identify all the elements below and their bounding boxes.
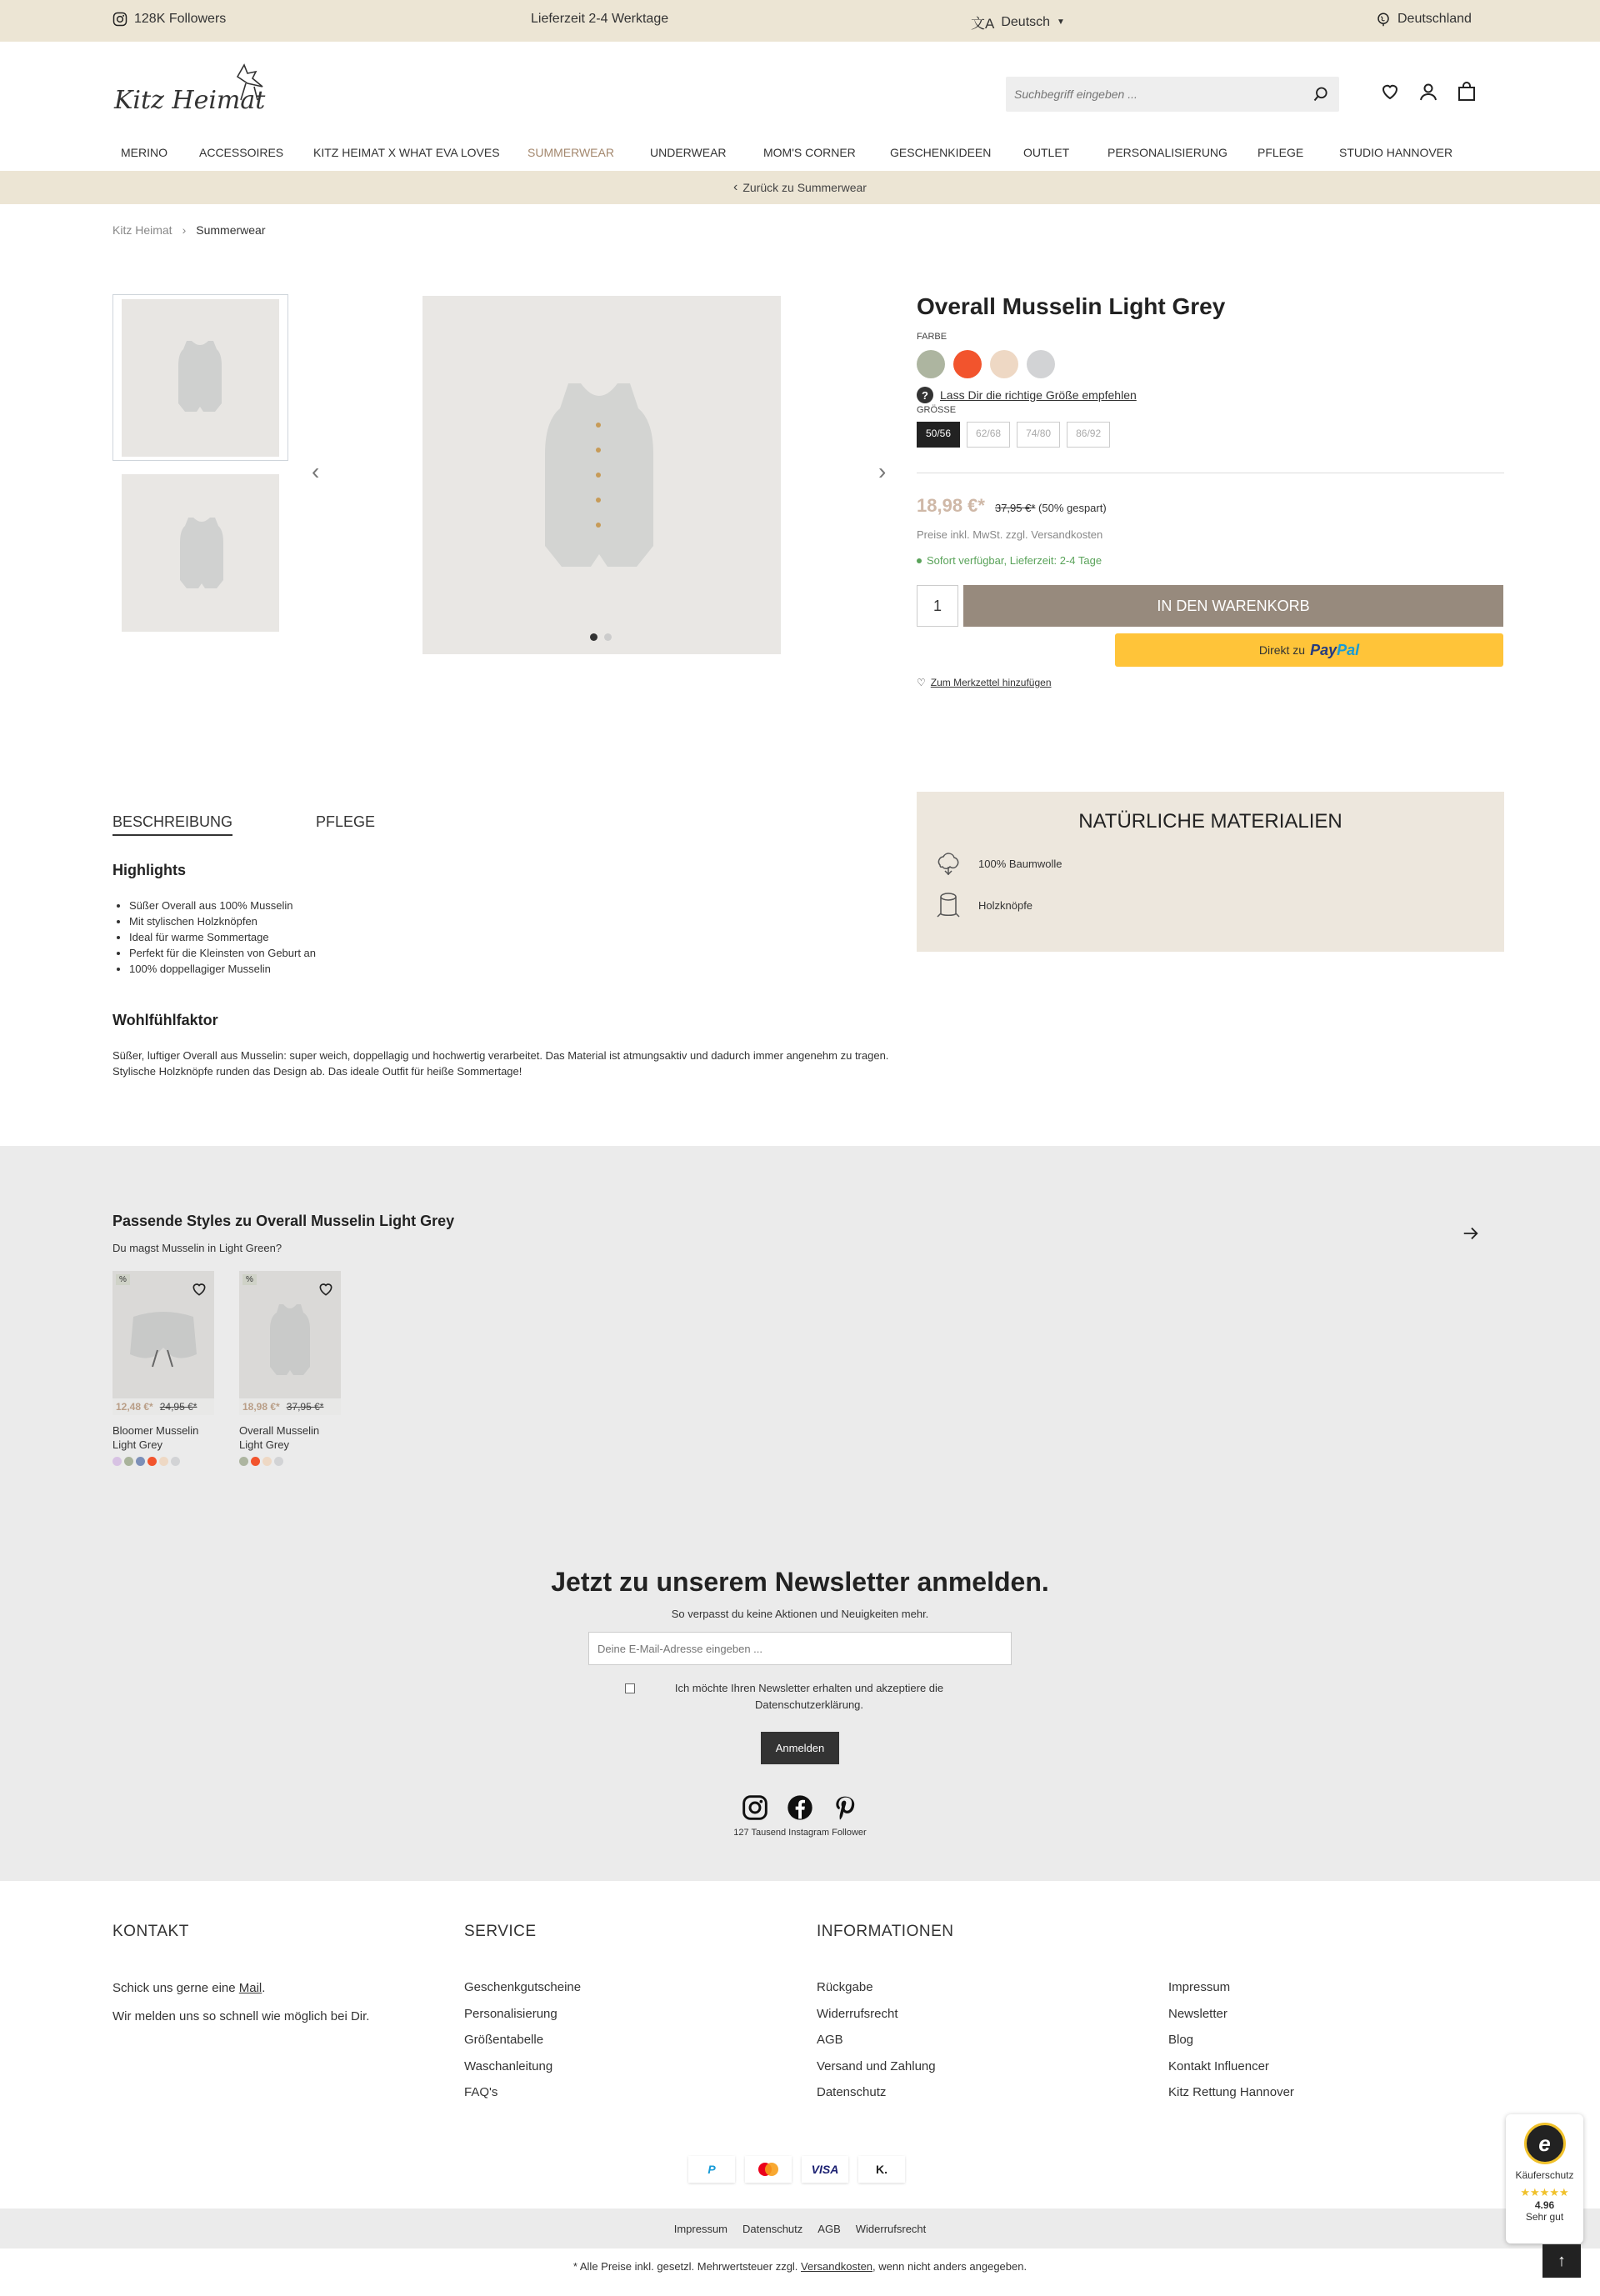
trust-rating: Sehr gut (1525, 2211, 1564, 2223)
swatch[interactable] (239, 1457, 248, 1466)
swatch[interactable] (251, 1457, 260, 1466)
legal-link[interactable]: Datenschutz (742, 2222, 803, 2235)
nav-item-accessoires[interactable]: ACCESSOIRES (199, 146, 284, 159)
swatch[interactable] (148, 1457, 157, 1466)
tab-pflege[interactable]: PFLEGE (316, 813, 376, 830)
nav-item-what-eva-loves[interactable]: KITZ HEIMAT X WHAT EVA LOVES (313, 146, 500, 159)
footer-link[interactable]: Newsletter (1168, 2006, 1228, 2021)
list-item: • Mit stylischen Holzknöpfen (129, 913, 892, 929)
language-label: Deutsch (1001, 14, 1051, 29)
stock-status (917, 554, 1504, 567)
caret-down-icon: ▼ (1057, 18, 1065, 27)
legal-link[interactable]: AGB (818, 2222, 841, 2235)
footer-link[interactable]: FAQ's (464, 2085, 498, 2099)
globe-icon (1376, 12, 1391, 27)
header-actions (1380, 82, 1477, 102)
price-note: * Alle Preise inkl. gesetzl. Mehrwertsteuer zzgl. Versandkosten, wenn nicht anders angegeben. (572, 2260, 1028, 2273)
search-box (1006, 77, 1339, 112)
country-select[interactable] (1376, 12, 1472, 27)
swatch[interactable] (274, 1457, 283, 1466)
materials-box (917, 792, 1504, 952)
consent-text: Ich möchte Ihren Newsletter erhalten und akzeptiere die Datenschutzerklärung. (674, 1682, 944, 1711)
trust-label: Käuferschutz (1515, 2169, 1574, 2181)
tab-beschreibung[interactable]: BESCHREIBUNG (112, 813, 232, 836)
cotton-icon (933, 848, 963, 878)
nav-item-geschenkideen[interactable]: GESCHENKIDEEN (890, 146, 992, 159)
paypal-pay-icon: P (688, 2156, 735, 2183)
footer-link[interactable]: Datenschutz (817, 2085, 887, 2099)
nav-item-merino[interactable]: MERINO (121, 146, 168, 159)
trusted-shops-badge[interactable] (1506, 2114, 1583, 2243)
reco-title: Passende Styles zu Overall Musselin Light Grey (112, 1213, 455, 1229)
gallery-next-arrow[interactable]: › (878, 458, 887, 484)
mail-link[interactable]: Mail (238, 1981, 262, 1995)
back-link-label: Zurück zu Summerwear (742, 181, 867, 194)
feel-title: Wohlfühlfaktor (112, 1012, 218, 1028)
paypal-prefix: Direkt zu (1258, 643, 1306, 657)
product-tabs (112, 813, 375, 836)
search-icon[interactable] (1312, 86, 1329, 103)
wishlist-text: Zum Merkzettel hinzufügen (930, 677, 1052, 688)
footer-link[interactable]: Waschanleitung (464, 2058, 553, 2073)
footer-kontakt-title: KONTAKT (112, 1923, 189, 1940)
legal-link[interactable]: Widerrufsrecht (855, 2222, 927, 2235)
gallery-dot-2[interactable] (604, 633, 612, 641)
color-swatch-grey[interactable] (1027, 350, 1055, 378)
original-price: 37,95 €* (994, 502, 1036, 514)
card-price: 18,98 €* 37,95 €* (239, 1398, 341, 1415)
size-advisor-text[interactable]: Lass Dir die richtige Größe empfehlen (940, 388, 1137, 402)
product-info (917, 293, 1504, 688)
footer-link[interactable]: Rückgabe (817, 1980, 873, 1994)
country-label: Deutschland (1398, 12, 1472, 26)
newsletter-email-input[interactable] (588, 1632, 1012, 1665)
buy-row (917, 585, 1504, 627)
newsletter-section (0, 1567, 1600, 1838)
quantity-input[interactable]: 1 (917, 585, 958, 627)
social-links (0, 1794, 1600, 1821)
pinterest-icon[interactable] (832, 1794, 858, 1821)
account-icon[interactable] (1418, 82, 1438, 102)
card-swatches (112, 1457, 214, 1466)
color-swatch-orange[interactable] (953, 350, 982, 378)
footer-link[interactable]: Größentabelle (464, 2033, 544, 2047)
footer-kontakt (112, 1923, 369, 2031)
swatch[interactable] (136, 1457, 145, 1466)
nav-item-moms-corner[interactable]: MOM'S CORNER (763, 146, 856, 159)
discount-badge: % (242, 1274, 257, 1285)
trust-score: 4.96 (1534, 2199, 1555, 2211)
language-select[interactable] (971, 12, 1065, 33)
logo-text: Kitz Heimat (114, 86, 266, 115)
top-bar (0, 0, 1600, 42)
footer-link[interactable]: Blog (1168, 2033, 1194, 2047)
footer-info-title: INFORMATIONEN (817, 1923, 954, 1940)
paypal-button[interactable] (1115, 633, 1503, 667)
thumbnail-back[interactable] (112, 471, 288, 633)
material-wood-label: Holzknöpfe (978, 898, 1033, 912)
nav-item-underwear[interactable]: UNDERWEAR (650, 146, 727, 159)
facebook-icon[interactable] (787, 1794, 813, 1821)
stock-dot-icon (917, 558, 922, 563)
card-name[interactable]: Overall Musselin Light Grey (239, 1424, 320, 1451)
card-price: 12,48 €* 24,95 €* (112, 1398, 214, 1415)
footer-informationen (817, 1923, 953, 2106)
footer-link[interactable]: Impressum (1168, 1980, 1231, 1994)
footer-service-title: SERVICE (464, 1923, 537, 1940)
product-main-image (422, 296, 781, 654)
chevron-left-icon: ‹ (733, 180, 738, 194)
mastercard-icon (745, 2156, 792, 2183)
site-header (0, 42, 1600, 171)
size-advisor-link[interactable] (917, 387, 1504, 403)
product-card-image[interactable] (239, 1271, 341, 1415)
material-wood (933, 890, 1032, 920)
legal-link[interactable]: Impressum (673, 2222, 728, 2235)
wishlist-link[interactable] (917, 677, 1504, 688)
social-caption: 127 Tausend Instagram Follower (733, 1828, 867, 1838)
newsletter-submit-button[interactable]: Anmelden (761, 1732, 840, 1764)
wood-stump-icon (933, 890, 963, 920)
saving-text: (50% gespart) (1038, 502, 1107, 514)
color-swatch-beige[interactable] (990, 350, 1018, 378)
reco-subtitle: Du magst Musselin in Light Green? (112, 1242, 282, 1254)
thumbnail-front[interactable] (112, 294, 288, 461)
size-option-62-68[interactable]: 62/68 (967, 422, 1010, 448)
tax-note: Preise inkl. MwSt. zzgl. Versandkosten (917, 528, 1103, 541)
instagram-followers-link[interactable] (112, 12, 226, 27)
instagram-icon[interactable] (742, 1794, 768, 1821)
consent-checkbox[interactable] (625, 1683, 635, 1693)
payment-methods (688, 2156, 905, 2183)
description (112, 862, 892, 1079)
swatch[interactable] (171, 1457, 180, 1466)
trusted-shops-seal-icon: e (1524, 2123, 1566, 2164)
list-item: • Süßer Overall aus 100% Musselin (129, 898, 892, 913)
main-nav (112, 146, 1452, 159)
visa-icon: VISA (802, 2156, 848, 2183)
back-link[interactable] (0, 171, 1600, 204)
delivery-info: Lieferzeit 2-4 Werktage (531, 12, 669, 26)
size-option-50-56[interactable]: 50/56 (917, 422, 960, 448)
search-input[interactable] (1006, 77, 1289, 112)
newsletter-title: Jetzt zu unserem Newsletter anmelden. (551, 1567, 1049, 1597)
chevron-right-icon: › (182, 223, 187, 237)
product-card[interactable] (112, 1271, 214, 1466)
footer-link[interactable]: Widerrufsrecht (817, 2006, 898, 2021)
materials-title: NATÜRLICHE MATERIALIEN (1078, 810, 1342, 833)
footer-link[interactable]: Geschenkgutscheine (464, 1980, 582, 1994)
paypal-logo: PayPal (1310, 641, 1360, 658)
gallery-dots (590, 633, 612, 641)
heart-icon[interactable] (191, 1281, 208, 1298)
shipping-cost-link[interactable]: Versandkosten (801, 2260, 873, 2273)
material-cotton-label: 100% Baumwolle (978, 857, 1062, 870)
color-swatch-green[interactable] (917, 350, 945, 378)
nav-item-outlet[interactable]: OUTLET (1023, 146, 1070, 159)
breadcrumb (112, 223, 266, 237)
nav-item-pflege[interactable]: PFLEGE (1258, 146, 1304, 159)
gallery-dot-1[interactable] (590, 633, 598, 641)
arrow-right-icon[interactable] (1462, 1224, 1480, 1243)
feel-text: Süßer, luftiger Overall aus Musselin: super weich, doppellagig und hochwertig verarbeitet. Das Material ist atmungsaktiv und dadurch immer angenehm zu tragen. Stylische Holzknöpfe runden das Design ab. Das ideale Outfit für heiße Sommertage! (112, 1049, 889, 1078)
followers-text: 128K Followers (134, 12, 227, 26)
newsletter-consent (625, 1680, 975, 1713)
footer-link[interactable]: Versand und Zahlung (817, 2058, 936, 2073)
newsletter-subtitle: So verpasst du keine Aktionen und Neuigkeiten mehr. (671, 1608, 929, 1620)
instagram-icon (112, 12, 128, 27)
footer-link[interactable]: Kitz Rettung Hannover (1168, 2085, 1294, 2099)
arrow-up-icon: ↑ (1558, 2251, 1566, 2270)
translate-icon: 文A (971, 16, 995, 32)
card-swatches (239, 1457, 341, 1466)
logo[interactable] (112, 60, 279, 118)
nav-item-personalisierung[interactable]: PERSONALISIERUNG (1108, 146, 1228, 159)
nav-item-studio-hannover[interactable]: STUDIO HANNOVER (1339, 146, 1453, 159)
list-item: • Perfekt für die Kleinsten von Geburt an (129, 945, 892, 961)
heart-small-icon: ♡ (917, 677, 926, 688)
size-option-86-92[interactable]: 86/92 (1067, 422, 1110, 448)
color-swatches (917, 350, 1504, 378)
swatch[interactable] (112, 1457, 122, 1466)
product-title: Overall Musselin Light Grey (917, 293, 1226, 319)
footer-service (464, 1923, 581, 2106)
breadcrumb-home[interactable]: Kitz Heimat (112, 223, 172, 237)
original-price-block (995, 502, 1107, 514)
material-cotton (933, 848, 1062, 878)
highlights-title: Highlights (112, 862, 186, 878)
footer-link[interactable]: Personalisierung (464, 2006, 558, 2021)
color-label: FARBE (917, 332, 948, 342)
heart-icon[interactable] (1380, 82, 1400, 102)
list-item: • Ideal für warme Sommertage (129, 929, 892, 945)
kontakt-line-2: Wir melden uns so schnell wie möglich bei Dir. (112, 2009, 370, 2023)
klarna-icon: K. (858, 2156, 905, 2183)
list-item: • 100% doppellagiger Musselin (129, 961, 892, 977)
site-footer (0, 1881, 1600, 2296)
price-block (917, 495, 1504, 517)
breadcrumb-current[interactable]: Summerwear (196, 223, 266, 237)
nav-item-summerwear[interactable]: SUMMERWEAR (528, 146, 614, 159)
card-name[interactable]: Bloomer Musselin Light Grey (112, 1424, 199, 1451)
size-options (917, 422, 1504, 448)
gallery-prev-arrow[interactable]: ‹ (312, 458, 320, 484)
product-card[interactable] (239, 1271, 341, 1466)
footer-more (1168, 1941, 1294, 2106)
sale-price: 18,98 €* (917, 495, 985, 516)
swatch[interactable] (124, 1457, 133, 1466)
product-card-image[interactable] (112, 1271, 214, 1415)
scroll-to-top-button[interactable] (1542, 2244, 1581, 2278)
cart-icon[interactable] (1457, 82, 1477, 102)
footer-link[interactable]: Kontakt Influencer (1168, 2058, 1269, 2073)
legal-bar (0, 2208, 1600, 2248)
size-option-74-80[interactable]: 74/80 (1017, 422, 1060, 448)
swatch[interactable] (262, 1457, 272, 1466)
footer-link[interactable]: AGB (817, 2033, 843, 2047)
stock-text: Sofort verfügbar, Lieferzeit: 2-4 Tage (927, 554, 1102, 567)
swatch[interactable] (159, 1457, 168, 1466)
size-label: GRÖSSE (917, 405, 957, 415)
rating-stars-icon: ★★★★★ (1520, 2186, 1569, 2198)
heart-icon[interactable] (318, 1281, 334, 1298)
discount-badge: % (116, 1274, 130, 1285)
question-icon: ? (917, 387, 933, 403)
highlights-list (112, 898, 892, 977)
add-to-cart-button[interactable]: IN DEN WARENKORB (963, 585, 1503, 627)
kontakt-line-1: Schick uns gerne eine Mail. (112, 1981, 266, 1995)
